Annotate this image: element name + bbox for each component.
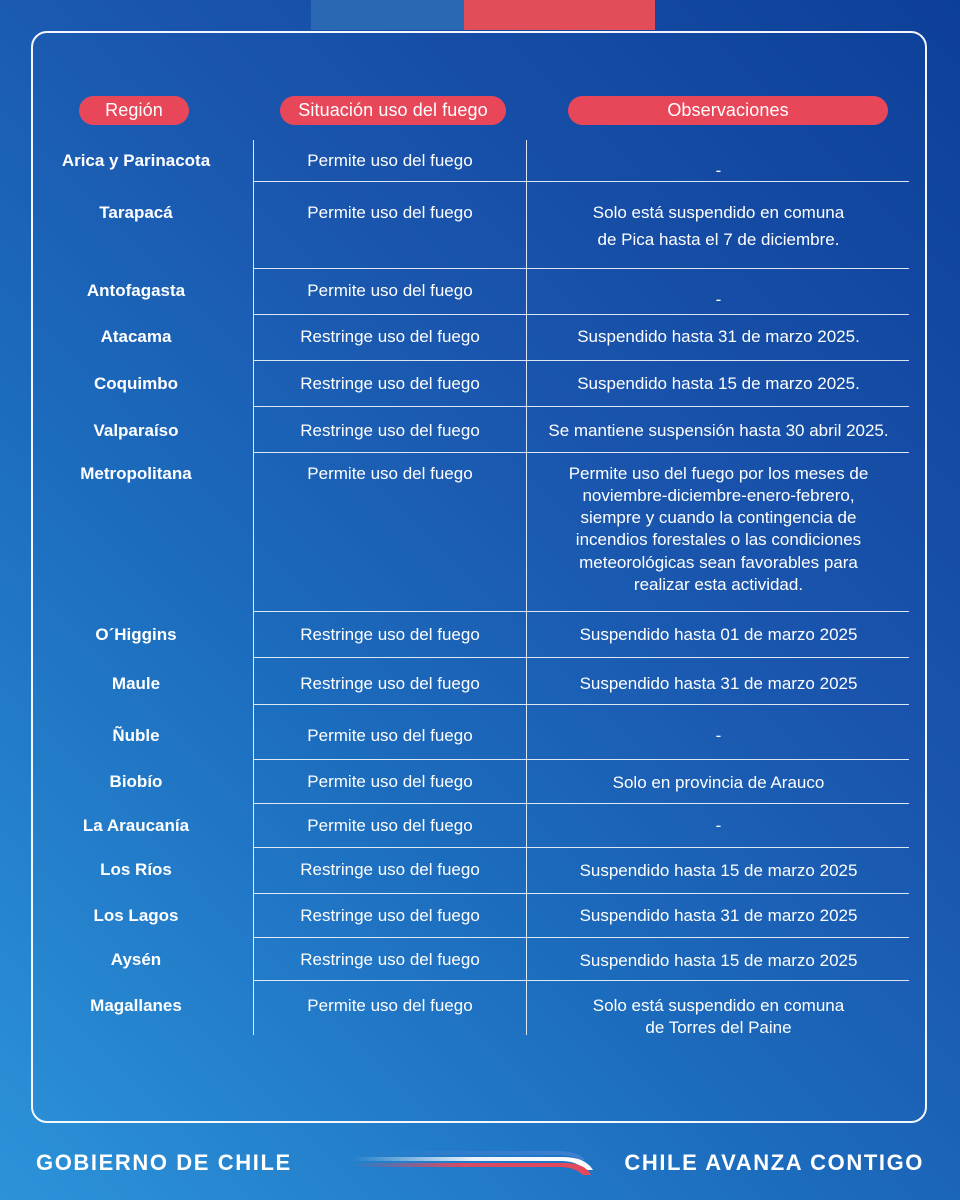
row-separator <box>253 657 909 658</box>
observacion-line: - <box>715 816 722 835</box>
situacion-cell: Restringe uso del fuego <box>300 327 480 346</box>
top-flag-stripe-blue <box>311 0 464 30</box>
observacion-line: - <box>715 290 722 309</box>
footer-flag-swoosh-icon <box>353 1148 593 1178</box>
row-separator <box>253 893 909 894</box>
header-region: Región <box>79 96 189 125</box>
region-cell: Maule <box>111 674 161 693</box>
column-divider-1 <box>253 140 254 1035</box>
observacion-line: Suspendido hasta 15 de marzo 2025 <box>579 951 858 970</box>
header-observaciones: Observaciones <box>568 96 888 125</box>
observacion-line: Suspendido hasta 01 de marzo 2025 <box>579 625 858 644</box>
observacion-line: de Torres del Paine <box>645 1018 792 1037</box>
region-cell: Biobío <box>109 772 163 791</box>
observacion-line: Suspendido hasta 31 de marzo 2025 <box>579 906 858 925</box>
observacion-line: Solo en provincia de Arauco <box>612 773 825 792</box>
row-separator <box>253 360 909 361</box>
row-separator <box>253 980 909 981</box>
region-cell: Metropolitana <box>80 464 192 483</box>
observacion-line: Suspendido hasta 31 de marzo 2025. <box>577 327 860 346</box>
situacion-cell: Restringe uso del fuego <box>300 421 480 440</box>
region-cell: Atacama <box>100 327 172 346</box>
region-cell: Los Lagos <box>93 906 179 925</box>
observacion-line: Solo está suspendido en comuna <box>592 203 845 222</box>
situacion-cell: Restringe uso del fuego <box>300 674 480 693</box>
row-separator <box>253 452 909 453</box>
region-cell: Aysén <box>110 950 162 969</box>
row-separator <box>253 181 909 182</box>
row-separator <box>253 759 909 760</box>
situacion-cell: Permite uso del fuego <box>307 203 473 222</box>
observacion-line: meteorológicas sean favorables para <box>579 553 858 572</box>
situacion-cell: Restringe uso del fuego <box>300 906 480 925</box>
region-cell: Tarapacá <box>99 203 173 222</box>
situacion-cell: Restringe uso del fuego <box>300 625 480 644</box>
row-separator <box>253 847 909 848</box>
situacion-cell: Permite uso del fuego <box>307 281 473 300</box>
observacion-line: Suspendido hasta 15 de marzo 2025. <box>577 374 860 393</box>
situacion-cell: Permite uso del fuego <box>307 464 473 483</box>
row-separator <box>253 803 909 804</box>
region-cell: La Araucanía <box>82 816 190 835</box>
region-cell: Arica y Parinacota <box>61 151 211 170</box>
observacion-line: Se mantiene suspensión hasta 30 abril 2025. <box>548 421 889 440</box>
row-separator <box>253 406 909 407</box>
situacion-cell: Permite uso del fuego <box>307 151 473 170</box>
observacion-line: Suspendido hasta 31 de marzo 2025 <box>579 674 858 693</box>
situacion-cell: Permite uso del fuego <box>307 726 473 745</box>
region-cell: Ñuble <box>112 726 160 745</box>
observacion-line: Suspendido hasta 15 de marzo 2025 <box>579 861 858 880</box>
situacion-cell: Restringe uso del fuego <box>300 374 480 393</box>
row-separator <box>253 937 909 938</box>
situacion-cell: Restringe uso del fuego <box>300 950 480 969</box>
region-cell: Antofagasta <box>86 281 186 300</box>
observacion-line: incendios forestales o las condiciones <box>575 530 862 549</box>
observacion-line: siempre y cuando la contingencia de <box>580 508 857 527</box>
observacion-line: - <box>715 726 722 745</box>
region-cell: Magallanes <box>90 996 182 1015</box>
row-separator <box>253 268 909 269</box>
situacion-cell: Permite uso del fuego <box>307 996 473 1015</box>
row-separator <box>253 611 909 612</box>
situacion-cell: Permite uso del fuego <box>307 816 473 835</box>
row-separator <box>253 314 909 315</box>
situacion-cell: Permite uso del fuego <box>307 772 473 791</box>
footer-chile-avanza-contigo: CHILE AVANZA CONTIGO <box>624 1150 924 1175</box>
observacion-line: noviembre-diciembre-enero-febrero, <box>582 486 855 505</box>
region-cell: Coquimbo <box>93 374 179 393</box>
region-cell: O´Higgins <box>95 625 177 644</box>
observacion-line: realizar esta actividad. <box>633 575 804 594</box>
row-separator <box>253 704 909 705</box>
observacion-line: de Pica hasta el 7 de diciembre. <box>597 230 840 249</box>
region-cell: Valparaíso <box>93 421 179 440</box>
observacion-line: - <box>715 161 722 180</box>
observacion-line: Solo está suspendido en comuna <box>592 996 845 1015</box>
top-flag-stripe-red <box>464 0 655 30</box>
header-situacion: Situación uso del fuego <box>280 96 506 125</box>
footer-gobierno-de-chile: GOBIERNO DE CHILE <box>36 1150 292 1175</box>
region-cell: Los Ríos <box>100 860 172 879</box>
situacion-cell: Restringe uso del fuego <box>300 860 480 879</box>
observacion-line: Permite uso del fuego por los meses de <box>568 464 869 483</box>
